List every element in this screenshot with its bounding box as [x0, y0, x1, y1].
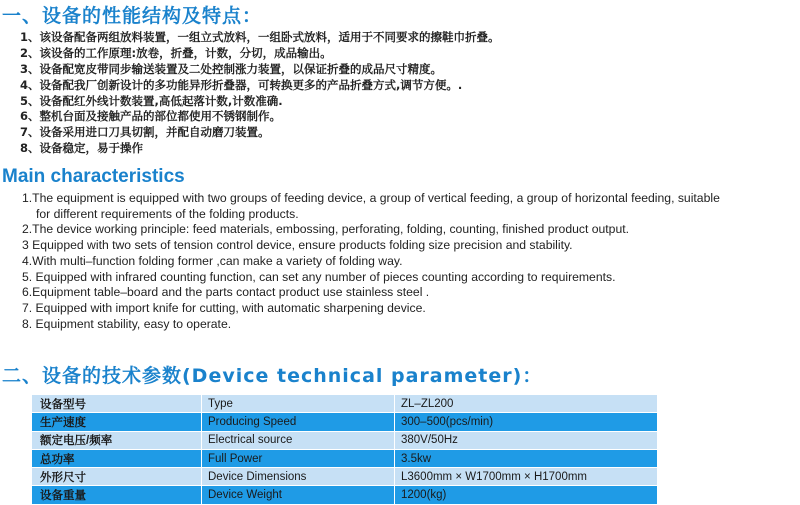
param-name-cn: 设备型号 — [32, 395, 202, 413]
characteristic-item: 2.The device working principle: feed materials, embossing, perforating, folding, counting, finished product output. — [22, 222, 630, 237]
section-heading-features-cn: 一、设备的性能结构及特点： — [2, 5, 263, 27]
table-row — [32, 413, 658, 431]
param-name-cn: 外形尺寸 — [32, 468, 202, 486]
feature-item: 7、设备采用进口刀具切割，并配自动磨刀装置。 — [20, 125, 270, 140]
param-name-cn: 总功率 — [32, 449, 202, 467]
param-value: L3600mm × W1700mm × H1700mm — [395, 468, 658, 486]
param-value: 380V/50Hz — [395, 431, 658, 449]
param-name-en: Device Weight — [202, 486, 395, 504]
characteristic-item: 5. Equipped with infrared counting function, can set any number of pieces counting according to requirements. — [22, 269, 616, 284]
table-row — [32, 431, 658, 449]
param-value: ZL–ZL200 — [395, 395, 658, 413]
param-name-en: Type — [202, 395, 395, 413]
feature-item: 1、该设备配备两组放料装置，一组立式放料，一组卧式放料，适用于不同要求的擦鞋巾折叠。 — [20, 30, 500, 44]
feature-item: 5、设备配红外线计数装置,高低起落计数,计数准确. — [20, 93, 283, 108]
table-row — [32, 395, 658, 413]
table-row — [32, 486, 658, 504]
characteristic-text: 1.The equipment is equipped with two groups of feeding device, a group of vertical feeding, a group of horizontal feeding, suitable — [22, 191, 720, 205]
param-value: 1200(kg) — [395, 486, 658, 504]
features-list-cn — [20, 30, 500, 157]
param-name-en: Electrical source — [202, 431, 395, 449]
table-row — [32, 449, 658, 467]
param-value: 3.5kw — [395, 449, 658, 467]
feature-item: 6、整机台面及接触产品的部位都使用不锈钢制作。 — [20, 109, 281, 124]
characteristic-item: 3 Equipped with two sets of tension control device, ensure products folding size precision and stability. — [22, 238, 573, 253]
param-name-cn: 生产速度 — [32, 413, 202, 431]
feature-item: 8、设备稳定，易于操作 — [20, 141, 144, 156]
param-name-en: Producing Speed — [202, 413, 395, 431]
param-name-cn: 设备重量 — [32, 486, 202, 504]
feature-item: 3、设备配宽皮带同步输送装置及二处控制涨力装置，以保证折叠的成品尺寸精度。 — [20, 61, 442, 76]
param-name-en: Device Dimensions — [202, 468, 395, 486]
section-heading-technical-parameters: 二、设备的技术参数(Device technical parameter)： — [2, 365, 543, 387]
characteristic-item — [22, 191, 720, 222]
characteristic-item: 8. Equipment stability, easy to operate. — [22, 316, 232, 331]
feature-item: 2、该设备的工作原理:放卷，折叠，计数，分切，成品输出。 — [20, 45, 332, 60]
section-heading-main-characteristics: Main characteristics — [2, 166, 185, 187]
characteristic-item: 4.With multi–function folding former ,can make a variety of folding way. — [22, 253, 403, 268]
characteristic-item: 7. Equipped with import knife for cutting, with automatic sharpening device. — [22, 300, 426, 315]
param-name-en: Full Power — [202, 449, 395, 467]
characteristic-text-continued: for different requirements of the folding products. — [36, 206, 299, 221]
feature-item: 4、设备配我厂创新设计的多功能异形折叠器，可转换更多的产品折叠方式,调节方便。. — [20, 77, 463, 92]
table-row — [32, 468, 658, 486]
param-value: 300–500(pcs/min) — [395, 413, 658, 431]
characteristic-item: 6.Equipment table–board and the parts contact product use stainless steel . — [22, 285, 430, 300]
features-list-en — [22, 191, 720, 332]
param-name-cn: 额定电压/频率 — [32, 431, 202, 449]
technical-parameter-table — [31, 394, 658, 505]
